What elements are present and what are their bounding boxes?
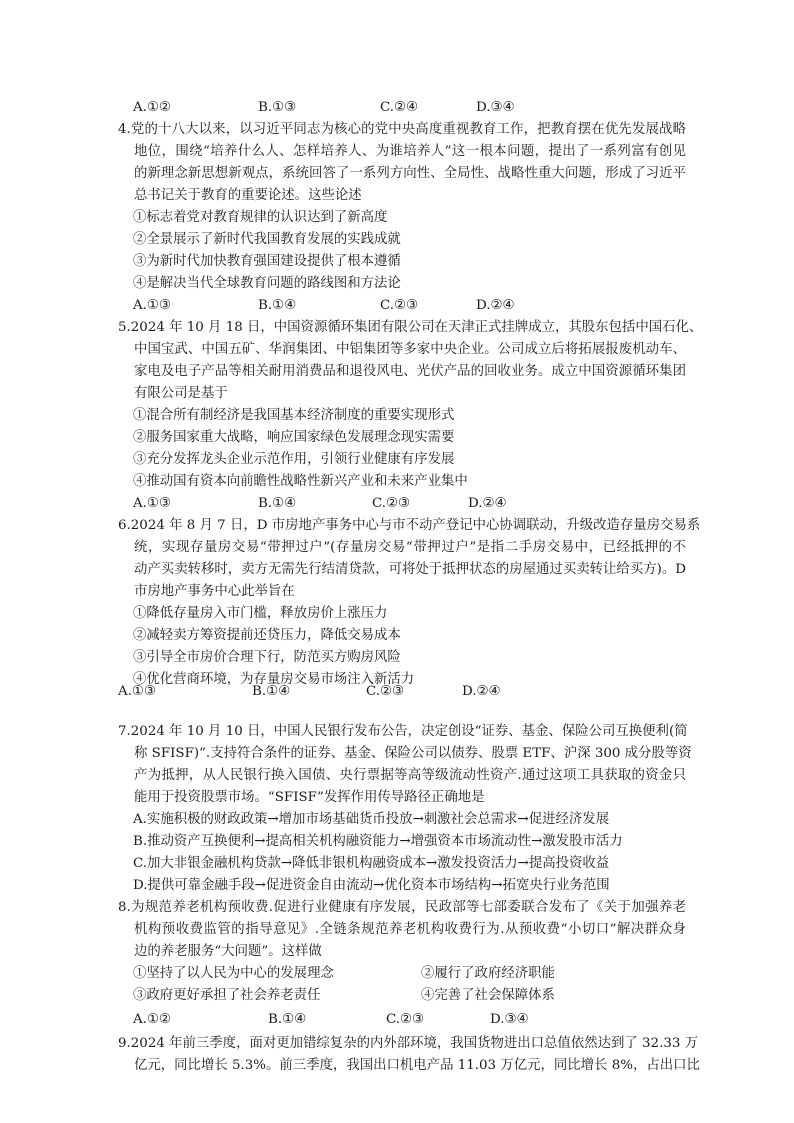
q4-stem-line-4: 总书记关于教育的重要论述。这些论述 (134, 188, 362, 203)
q8-option-d[interactable]: D.③④ (490, 1012, 529, 1027)
q3-option-c[interactable]: C.②④ (380, 100, 419, 115)
q5-stem-line-4: 有限公司是基于 (134, 386, 228, 401)
q9-stem-line-1: 9.2024 年前三季度，面对更加错综复杂的内外部环境，我国货物进出口总值依然达到了 32.33 万 (118, 1036, 699, 1051)
q3-option-b[interactable]: B.①③ (258, 100, 297, 115)
q4-stem-line-1: 4.党的十八大以来，以习近平同志为核心的党中央高度重视教育工作，把教育摆在优先发展战略 (118, 122, 686, 137)
q5-option-b[interactable]: B.①④ (258, 496, 297, 511)
q5-item-2: ②服务国家重大战略，响应国家绿色发展理念现实需要 (133, 430, 455, 445)
q5-item-1: ①混合所有制经济是我国基本经济制度的重要实现形式 (133, 408, 455, 423)
q8-option-c[interactable]: C.②③ (386, 1012, 425, 1027)
q6-item-4: ④优化营商环境，为存量房交易市场注入新活力 (133, 672, 415, 687)
q7-stem-line-3: 产为抵押，从人民银行换入国债、央行票据等高等级流动性资产.通过这项工具获取的资金只 (134, 768, 686, 783)
q5-stem-line-3: 家电及电子产品等相关耐用消费品和退役风电、光伏产品的回收业务。成立中国资源循环集团 (134, 364, 686, 379)
q6-stem-line-3: 动产买卖转移时，卖方无需先行结清贷款，可将处于抵押状态的房屋通过买卖转让给买方)。D (134, 562, 686, 577)
q5-item-4: ④推动国有资本向前瞻性战略性新兴产业和未来产业集中 (133, 474, 468, 489)
q6-option-c[interactable]: C.②③ (366, 684, 405, 699)
q5-stem-line-2: 中国宝武、中国五矿、华润集团、中铝集团等多家中央企业。公司成立后将拓展报废机动车、 (134, 342, 686, 357)
q5-stem-line-1: 5.2024 年 10 月 18 日，中国资源循环集团有限公司在天津正式挂牌成立，其股东包括中国石化、 (118, 320, 703, 335)
q8-item-2: ②履行了政府经济职能 (421, 966, 555, 981)
q8-item-3: ③政府更好承担了社会养老责任 (133, 988, 321, 1003)
q4-option-d[interactable]: D.②④ (476, 298, 515, 313)
q7-option-a[interactable]: A.实施积极的财政政策→增加市场基础货币投放→刺激社会总需求→促进经济发展 (133, 812, 610, 827)
q6-option-d[interactable]: D.②④ (462, 684, 501, 699)
q6-item-3: ③引导全市房价合理下行，防范买方购房风险 (133, 650, 401, 665)
q3-option-a[interactable]: A.①② (133, 100, 171, 115)
q8-item-4: ④完善了社会保障体系 (421, 988, 555, 1003)
q4-option-c[interactable]: C.②③ (380, 298, 419, 313)
q8-stem-line-1: 8.为规范养老机构预收费.促进行业健康有序发展，民政部等七部委联合发布了《关于加强养老 (118, 900, 686, 915)
q9-stem-line-2: 亿元，同比增长 5.3%。前三季度，我国出口机电产品 11.03 万亿元，同比增长 8%，占出口比 (134, 1058, 700, 1073)
q4-stem-line-3: 的新理念新思想新观点，系统回答了一系列方向性、全局性、战略性重大问题，形成了习近平 (134, 166, 686, 181)
q5-item-3: ③充分发挥龙头企业示范作用，引领行业健康有序发展 (133, 452, 455, 467)
q6-stem-line-4: 市房地产事务中心此举旨在 (134, 584, 295, 599)
q4-stem-line-2: 地位，围绕“培养什么人、怎样培养人、为谁培养人”这一根本问题，提出了一系列富有创见 (134, 144, 686, 159)
q8-stem-line-3: 边的养老服务“大问题”。这样做 (134, 944, 322, 959)
q8-option-a[interactable]: A.①② (133, 1012, 171, 1027)
q6-item-1: ①降低存量房入市门槛，释放房价上涨压力 (133, 606, 388, 621)
q3-option-d[interactable]: D.③④ (476, 100, 515, 115)
q8-option-b[interactable]: B.①④ (268, 1012, 307, 1027)
q7-stem-line-4: 能用于投资股票市场。“SFISF”发挥作用传导路径正确地是 (134, 790, 485, 805)
q6-stem-line-2: 统，实现存量房交易“带押过户”(存量房交易“带押过户”是指二手房交易中，已经抵押的不 (134, 540, 686, 555)
q5-option-c[interactable]: C.②③ (372, 496, 411, 511)
q8-stem-line-2: 机构预收费监管的指导意见》.全链条规范养老机构收费行为.从预收费“小切口”解决群众身 (134, 922, 686, 937)
q8-item-1: ①坚持了以人民为中心的发展理念 (133, 966, 334, 981)
q4-item-4: ④是解决当代全球教育问题的路线图和方法论 (133, 276, 401, 291)
q4-item-2: ②全景展示了新时代我国教育发展的实践成就 (133, 232, 401, 247)
q4-option-a[interactable]: A.①③ (133, 298, 171, 313)
q6-option-a[interactable]: A.①③ (118, 684, 156, 699)
q7-option-b[interactable]: B.推动资产互换便利→提高相关机构融资能力→增强资本市场流动性→激发股市活力 (133, 834, 623, 849)
q7-option-c[interactable]: C.加大非银金融机构贷款→降低非银机构融资成本→激发投资活力→提高投资收益 (133, 856, 610, 871)
q4-item-3: ③为新时代加快教育强国建设提供了根本遵循 (133, 254, 401, 269)
q6-stem-line-1: 6.2024 年 8 月 7 日，D 市房地产事务中心与市不动产登记中心协调联动，升级改造存量房交易系 (118, 518, 701, 533)
q7-stem-line-1: 7.2024 年 10 月 10 日，中国人民银行发布公告，决定创设“证券、基金、保险公司互换便利(简 (118, 724, 688, 739)
q7-option-d[interactable]: D.提供可靠金融手段→促进资金自由流动→优化资本市场结构→拓宽央行业务范围 (133, 878, 610, 893)
q7-stem-line-2: 称 SFISF)”.支持符合条件的证券、基金、保险公司以债券、股票 ETF、沪深 300 成分股等资 (134, 746, 692, 761)
q6-option-b[interactable]: B.①④ (252, 684, 291, 699)
q5-option-a[interactable]: A.①③ (133, 496, 171, 511)
q5-option-d[interactable]: D.②④ (468, 496, 507, 511)
q6-item-2: ②减轻卖方筹资提前还贷压力，降低交易成本 (133, 628, 401, 643)
q4-option-b[interactable]: B.①④ (258, 298, 297, 313)
q4-item-1: ①标志着党对教育规律的认识达到了新高度 (133, 210, 388, 225)
